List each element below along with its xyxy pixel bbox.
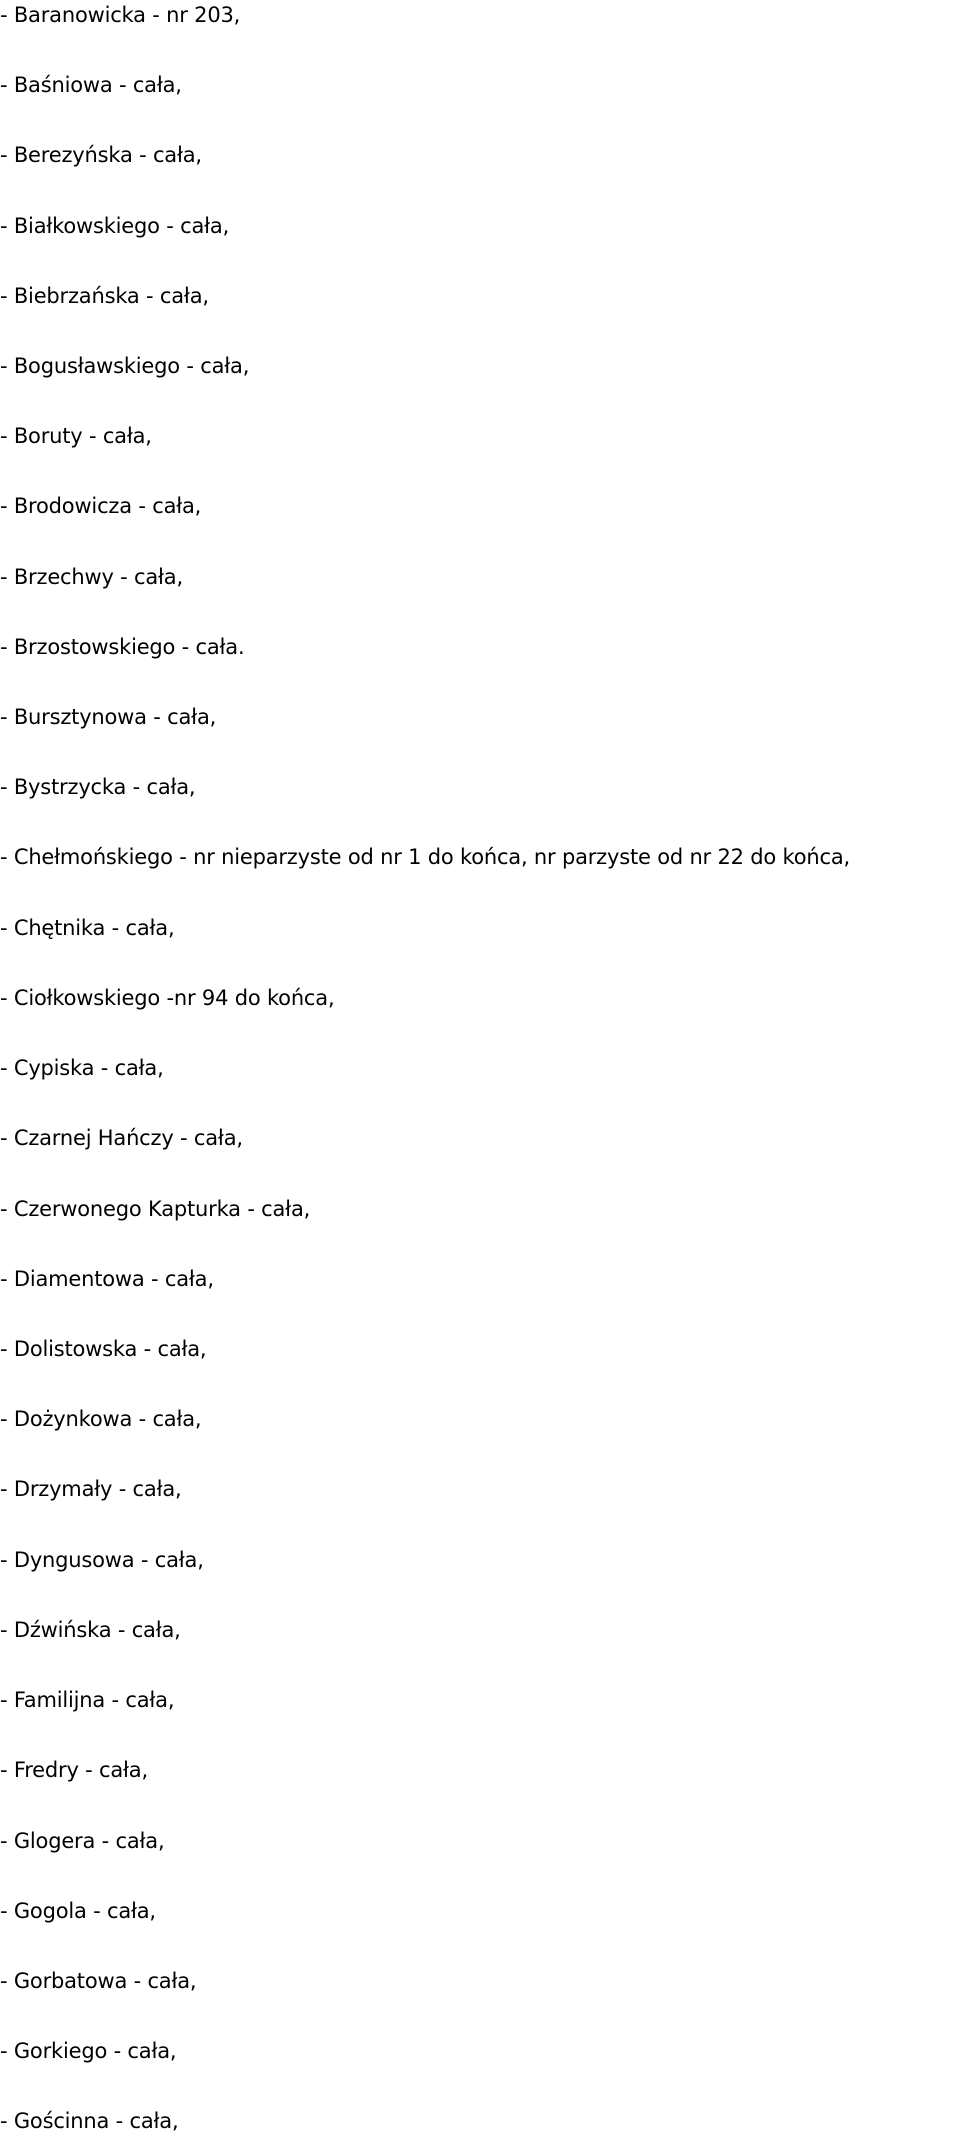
list-item: - Czerwonego Kapturka - cała, — [0, 1197, 311, 1221]
list-item: - Diamentowa - cała, — [0, 1267, 214, 1291]
list-item: - Dźwińska - cała, — [0, 1618, 181, 1642]
list-item: - Gościnna - cała, — [0, 2109, 179, 2133]
list-item: - Bystrzycka - cała, — [0, 775, 196, 799]
list-item: - Brzostowskiego - cała. — [0, 635, 245, 659]
list-item: - Boruty - cała, — [0, 424, 152, 448]
list-item: - Chełmońskiego - nr nieparzyste od nr 1 do końca, nr parzyste od nr 22 do końca, — [0, 845, 850, 869]
list-item: - Dyngusowa - cała, — [0, 1548, 204, 1572]
list-item: - Gogola - cała, — [0, 1899, 156, 1923]
list-item: - Dożynkowa - cała, — [0, 1407, 202, 1431]
list-item: - Bursztynowa - cała, — [0, 705, 217, 729]
list-item: - Glogera - cała, — [0, 1829, 165, 1853]
list-item: - Familijna - cała, — [0, 1688, 175, 1712]
list-item: - Gorbatowa - cała, — [0, 1969, 197, 1993]
list-item: - Ciołkowskiego -nr 94 do końca, — [0, 986, 335, 1010]
list-item: - Drzymały - cała, — [0, 1477, 182, 1501]
list-item: - Białkowskiego - cała, — [0, 214, 230, 238]
list-item: - Bogusławskiego - cała, — [0, 354, 250, 378]
list-item: - Brzechwy - cała, — [0, 565, 183, 589]
list-item: - Gorkiego - cała, — [0, 2039, 177, 2063]
list-item: - Cypiska - cała, — [0, 1056, 164, 1080]
list-item: - Baranowicka - nr 203, — [0, 3, 241, 27]
list-item: - Biebrzańska - cała, — [0, 284, 209, 308]
list-item: - Dolistowska - cała, — [0, 1337, 207, 1361]
list-item: - Chętnika - cała, — [0, 916, 175, 940]
list-item: - Fredry - cała, — [0, 1758, 148, 1782]
list-item: - Brodowicza - cała, — [0, 494, 202, 518]
list-item: - Czarnej Hańczy - cała, — [0, 1126, 243, 1150]
list-item: - Baśniowa - cała, — [0, 73, 182, 97]
list-item: - Berezyńska - cała, — [0, 143, 202, 167]
